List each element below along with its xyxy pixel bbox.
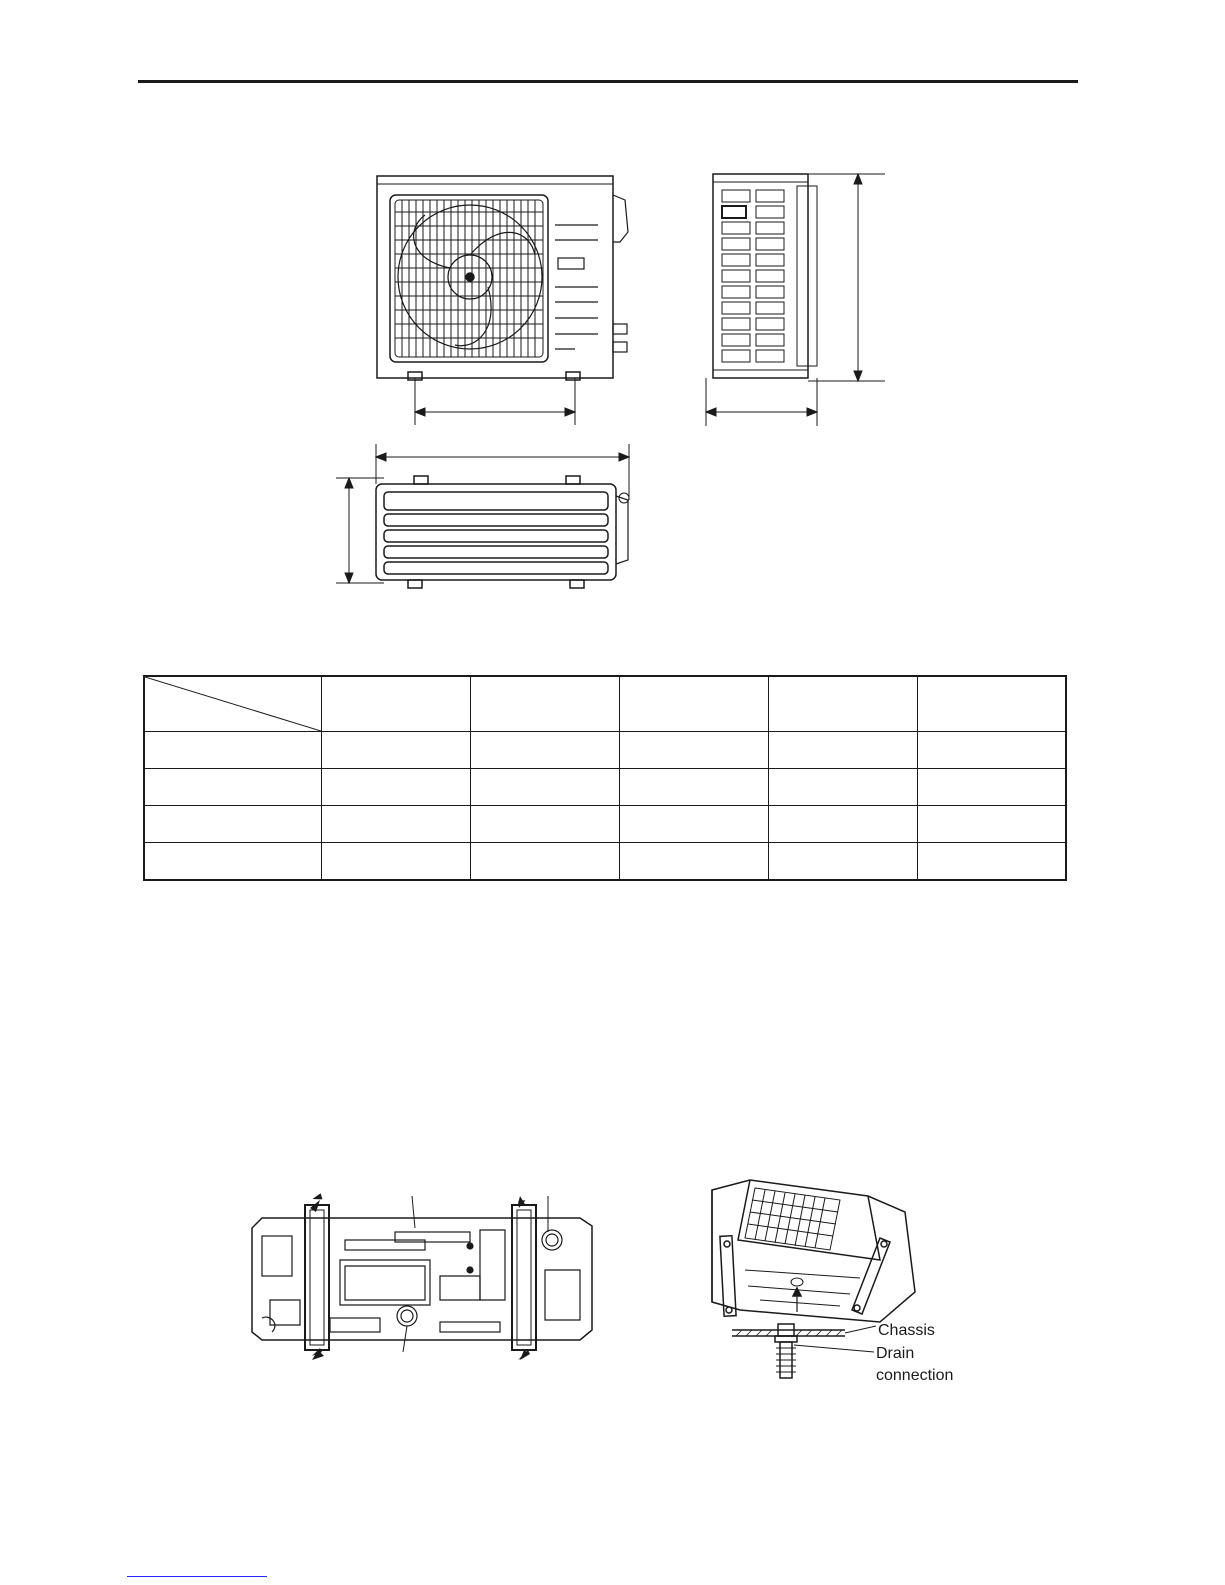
table-cell bbox=[322, 806, 471, 843]
table-cell bbox=[619, 806, 768, 843]
table-cell bbox=[144, 769, 322, 806]
table-header-cell bbox=[470, 676, 619, 732]
table-cell bbox=[619, 732, 768, 769]
diagonal-divider bbox=[145, 677, 321, 731]
table-row bbox=[144, 843, 1066, 881]
footer-rule bbox=[127, 1576, 267, 1577]
table-cell bbox=[322, 732, 471, 769]
dimension-table bbox=[143, 675, 1067, 881]
table-header-row bbox=[144, 676, 1066, 732]
outdoor-unit-dimension-drawing bbox=[0, 0, 1225, 640]
table-cell bbox=[470, 732, 619, 769]
table-cell bbox=[917, 843, 1066, 881]
front-view bbox=[377, 176, 628, 425]
table-row bbox=[144, 806, 1066, 843]
table-row bbox=[144, 732, 1066, 769]
top-view bbox=[336, 444, 629, 588]
table-cell bbox=[917, 806, 1066, 843]
table-cell bbox=[768, 843, 917, 881]
table-cell bbox=[144, 806, 322, 843]
chassis-label: Chassis bbox=[878, 1322, 935, 1339]
table-cell bbox=[768, 806, 917, 843]
table-cell bbox=[619, 769, 768, 806]
table-cell bbox=[470, 769, 619, 806]
table-cell bbox=[144, 843, 322, 881]
table-corner-cell bbox=[144, 676, 322, 732]
table-cell bbox=[470, 843, 619, 881]
table-cell bbox=[917, 769, 1066, 806]
table-cell bbox=[768, 769, 917, 806]
table-cell bbox=[619, 843, 768, 881]
table-header-cell bbox=[917, 676, 1066, 732]
table-cell bbox=[322, 843, 471, 881]
table-cell bbox=[917, 732, 1066, 769]
table-row bbox=[144, 769, 1066, 806]
table-header-cell bbox=[768, 676, 917, 732]
table-cell bbox=[144, 732, 322, 769]
table-cell bbox=[768, 732, 917, 769]
drain-label-line1: Drain bbox=[876, 1345, 915, 1362]
table-header-cell bbox=[619, 676, 768, 732]
drain-label-line2: connection bbox=[876, 1367, 954, 1384]
table-cell bbox=[322, 769, 471, 806]
side-view bbox=[706, 174, 885, 426]
table-header-cell bbox=[322, 676, 471, 732]
table-cell bbox=[470, 806, 619, 843]
